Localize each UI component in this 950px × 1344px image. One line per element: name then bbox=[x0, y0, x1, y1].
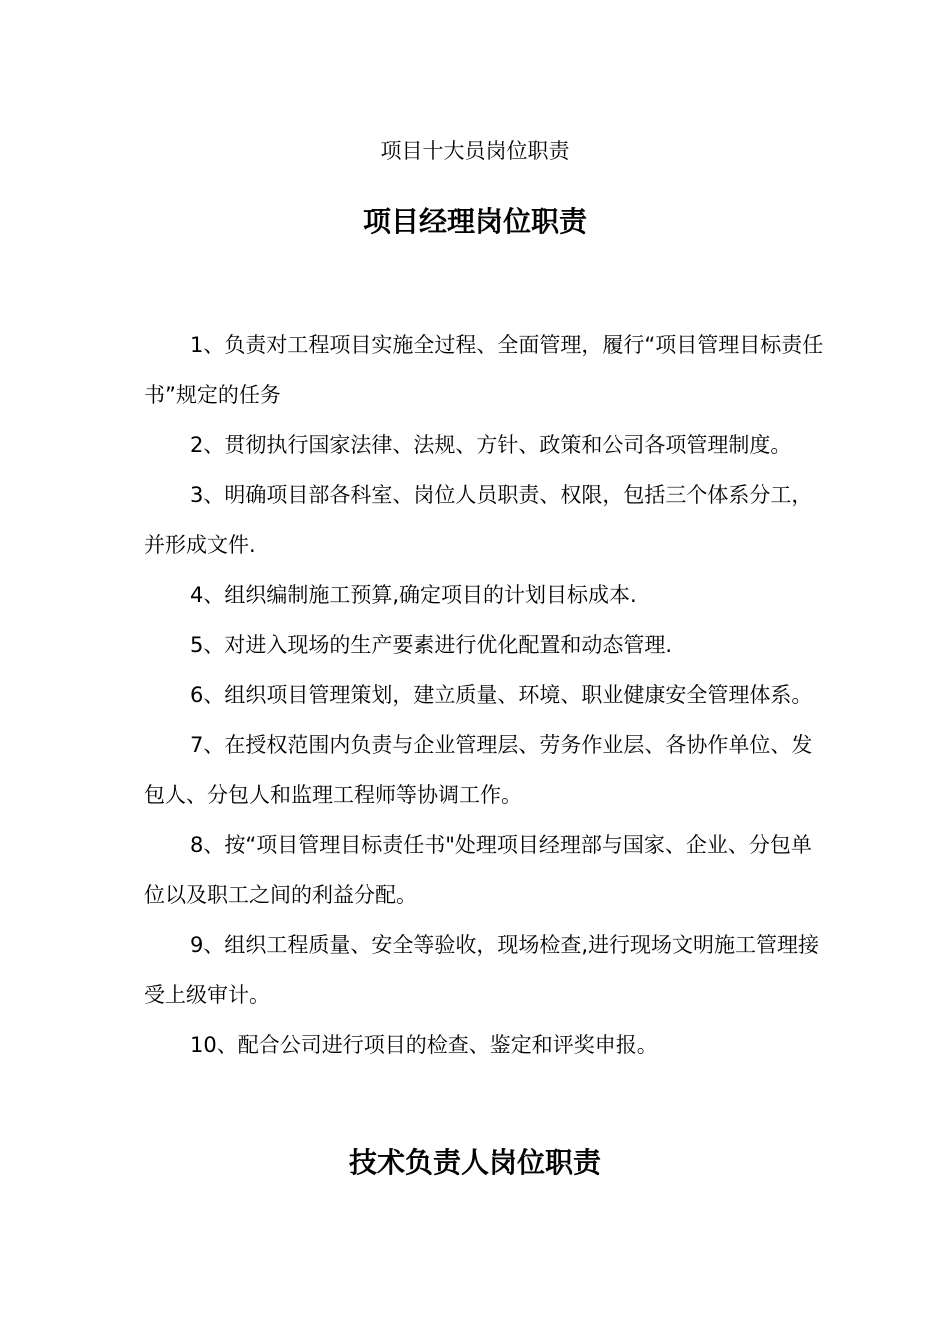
duty-item: 5、对进入现场的生产要素进行优化配置和动态管理. bbox=[190, 633, 673, 657]
document-title: 项目十大员岗位职责 bbox=[380, 139, 570, 163]
duty-item: 10、配合公司进行项目的检查、鉴定和评奖申报。 bbox=[190, 1033, 658, 1057]
duty-item: 8、按“项目管理目标责任书"处理项目经理部与国家、企业、分包单位以及职工之间的利益分配。 bbox=[144, 833, 812, 907]
duty-item: 2、贯彻执行国家法律、法规、方针、政策和公司各项管理制度。 bbox=[190, 433, 792, 457]
duty-item: 7、在授权范围内负责与企业管理层、劳务作业层、各协作单位、发包人、分包人和监理工程师等协调工作。 bbox=[144, 733, 813, 807]
duty-item: 3、明确项目部各科室、岗位人员职责、权限，包括三个体系分工，并形成文件. bbox=[144, 483, 813, 557]
section-heading-technical-lead: 技术负责人岗位职责 bbox=[348, 1146, 601, 1179]
duty-item: 9、组织工程质量、安全等验收，现场检查,进行现场文明施工管理接受上级审计。 bbox=[144, 933, 820, 1007]
duty-item: 1、负责对工程项目实施全过程、全面管理，履行“项目管理目标责任书”规定的任务 bbox=[144, 333, 824, 407]
duty-item: 6、组织项目管理策划，建立质量、环境、职业健康安全管理体系。 bbox=[190, 683, 813, 707]
project-manager-duty-list bbox=[144, 320, 824, 1070]
duty-item: 4、组织编制施工预算,确定项目的计划目标成本. bbox=[190, 583, 637, 607]
section-heading-project-manager: 项目经理岗位职责 bbox=[362, 205, 587, 238]
